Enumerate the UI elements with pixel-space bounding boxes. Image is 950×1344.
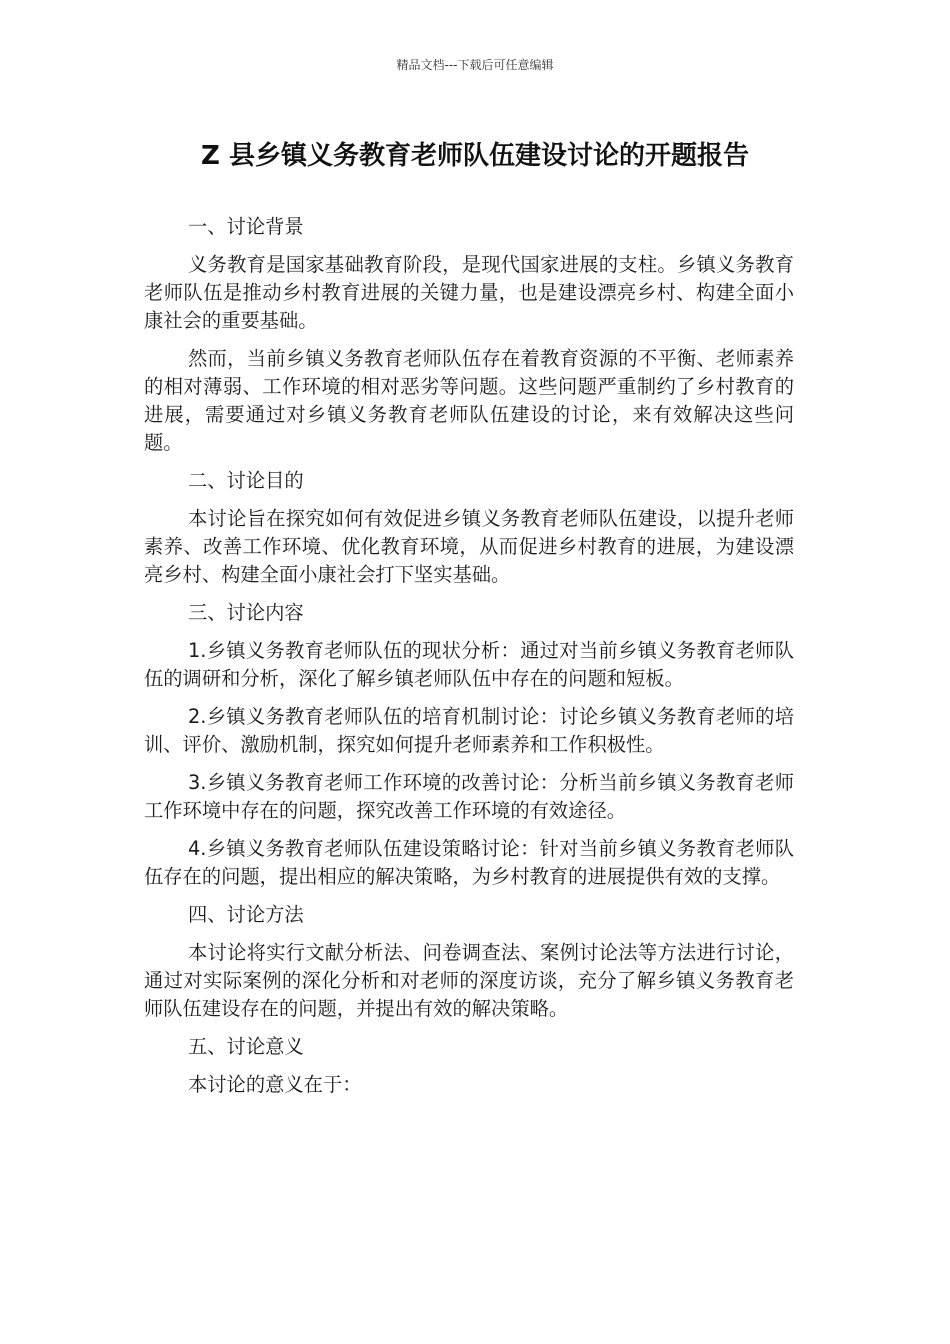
header-note: 精品文档---下载后可任意编辑	[396, 58, 554, 72]
section-heading: 四、讨论方法	[188, 903, 304, 926]
paragraph: 本讨论旨在探究如何有效促进乡镇义务教育老师队伍建设，以提升老师素养、改善工作环境、优化教育环境，从而促进乡村教育的进展，为建设漂亮乡村、构建全面小康社会打下坚实基础。	[144, 507, 794, 586]
paragraph: 本讨论的意义在于：	[188, 1073, 362, 1096]
list-item: 3.乡镇义务教育老师工作环境的改善讨论：分析当前乡镇义务教育老师工作环境中存在的问题，探究改善工作环境的有效途径。	[144, 771, 794, 822]
section-heading: 五、讨论意义	[188, 1035, 304, 1058]
paragraph: 本讨论将实行文献分析法、问卷调查法、案例讨论法等方法进行讨论，通过对实际案例的深化分析和对老师的深度访谈，充分了解乡镇义务教育老师队伍建设存在的问题，并提出有效的解决策略。	[144, 941, 794, 1020]
paragraph: 义务教育是国家基础教育阶段，是现代国家进展的支柱。乡镇义务教育老师队伍是推动乡村教育进展的关键力量，也是建设漂亮乡村、构建全面小康社会的重要基础。	[144, 253, 794, 332]
document-title: Z 县乡镇义务教育老师队伍建设讨论的开题报告	[201, 141, 749, 171]
paragraph: 然而，当前乡镇义务教育老师队伍存在着教育资源的不平衡、老师素养的相对薄弱、工作环境的相对恶劣等问题。这些问题严重制约了乡村教育的进展，需要通过对乡镇义务教育老师队伍建设的讨论，来有效解决这些问题。	[144, 347, 794, 454]
list-item: 1.乡镇义务教育老师队伍的现状分析：通过对当前乡镇义务教育老师队伍的调研和分析，深化了解乡镇老师队伍中存在的问题和短板。	[144, 639, 794, 690]
document-body	[144, 213, 794, 1109]
section-heading: 三、讨论内容	[188, 601, 304, 624]
section-heading: 二、讨论目的	[188, 469, 304, 492]
list-item: 2.乡镇义务教育老师队伍的培育机制讨论：讨论乡镇义务教育老师的培训、评价、激励机制，探究如何提升老师素养和工作积极性。	[144, 705, 794, 756]
list-item: 4.乡镇义务教育老师队伍建设策略讨论：针对当前乡镇义务教育老师队伍存在的问题，提出相应的解决策略，为乡村教育的进展提供有效的支撑。	[144, 837, 794, 888]
section-heading: 一、讨论背景	[188, 215, 304, 238]
